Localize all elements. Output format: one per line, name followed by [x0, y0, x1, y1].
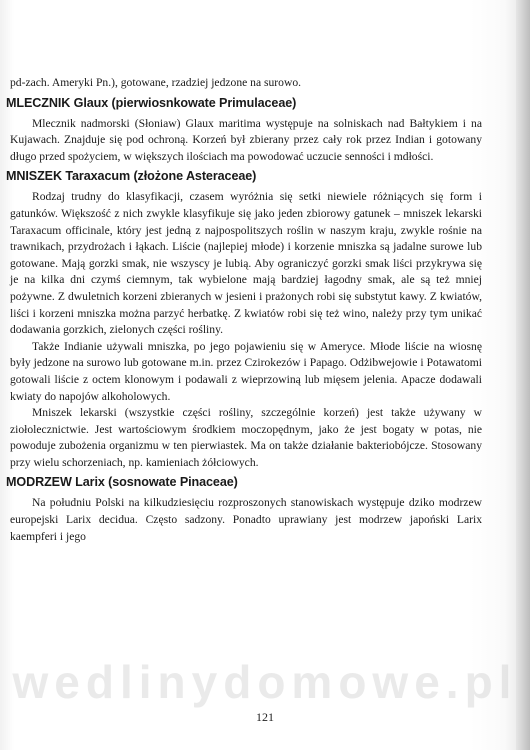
page-text — [6, 75, 482, 545]
heading-mlecznik: MLECZNIK Glaux (pierwiosnkowate Primulaceae) — [6, 95, 297, 110]
book-spine-edge — [516, 0, 530, 750]
paragraph-mniszek-1: Rodzaj trudny do klasyfikacji, czasem wyróżnia się setki niewiele różniących się form i gatunków. Większość z nich zwykle klasyfikuje się jako jeden zbiorowy gatunek – mniszek lekarski Taraxacum officinale, który jest jedną z najpospolitszych roślin w naszym kraju, zwykle rośnie na trawnikach, przydrożach i łąkach. Liście (najlepiej młode) i korzenie mniszka są jadalne surowe lub gotowane. Mają gorzki smak, nie wszyscy je lubią. Aby ograniczyć gorzki smak liści przykrywa się je na kilka dni czymś ciemnym, tak wybielone mają bardziej łagodny smak, ale są też mniej pożywne. Z dwuletnich korzeni zbieranych w jesieni i prażonych robi się substytut kawy. Z kwiatów, liści i korzeni mniszka można parzyć herbatkę. Z kwiatów robi się też wino, należy przy tym unikać dodawania gorzkich, zielonych części rośliny. — [10, 190, 482, 337]
heading-modrzew: MODRZEW Larix (sosnowate Pinaceae) — [6, 475, 238, 490]
paragraph-mniszek-3: Mniszek lekarski (wszystkie części rośliny, szczególnie korzeń) jest także używany w ziołolecznictwie. Jest wartościowym środkiem moczopędnym, jako że jest bogaty w potas, nie powoduje zubożenia organizmu w ten pierwiastek. Ma on także działanie bakteriobójcze. Stosowany przy wielu schorzeniach, np. kamieniach żółciowych. — [10, 406, 482, 469]
page-number: 121 — [256, 710, 274, 724]
paragraph-continuation: pd-zach. Ameryki Pn.), gotowane, rzadziej jedzone na surowo. — [10, 76, 302, 89]
paragraph-modrzew: Na południu Polski na kilkudziesięciu rozproszonych stanowiskach występuje dziko modrzew europejski Larix decidua. Często sadzony. Ponadto uprawiany jest modrzew japoński Larix kaempferi i jego — [10, 496, 482, 543]
paragraph-mlecznik: Mlecznik nadmorski (Słoniaw) Glaux maritima występuje na solniskach nad Bałtykiem i na Kujawach. Znajduje się pod ochroną. Korzeń był zbierany przez cały rok przez Indian i gotowany długo przed spożyciem, w większych ilościach ma powodować uczucie senności i mdłości. — [10, 116, 482, 163]
watermark: wedlinydomowe.pl — [12, 656, 518, 708]
heading-mniszek: MNISZEK Taraxacum (złożone Asteraceae) — [6, 169, 257, 184]
paragraph-mniszek-2: Także Indianie używali mniszka, po jego pojawieniu się w Ameryce. Młode liście na wiosnę były jedzone na surowo lub gotowane m.in. przez Czirokezów i Papago. Odżibwejowie i Potawatomi gotowali liście z octem klonowym i podawali z wieprzowiną lub mięsem jelenia. Apacze dodawali kwiaty do napojów alkoholowych. — [10, 339, 482, 403]
